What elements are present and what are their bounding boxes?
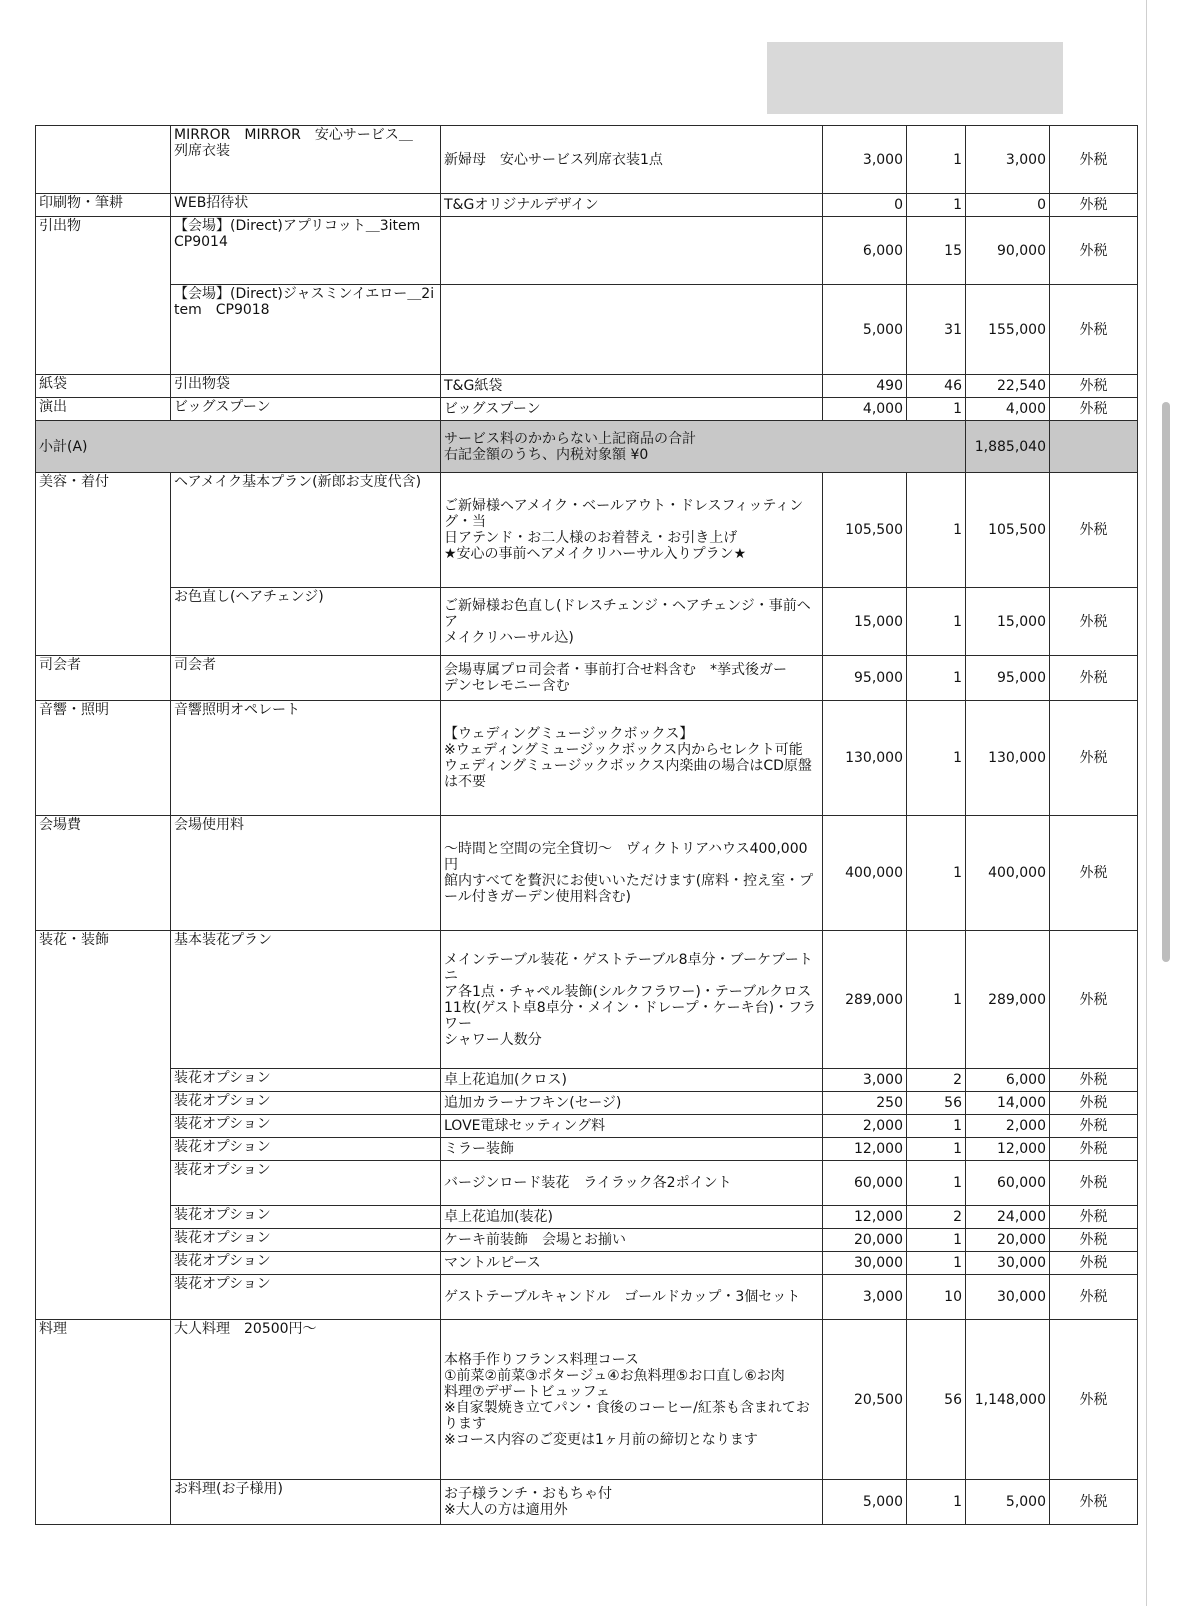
item-name-cell: 【会場】(Direct)ジャスミンイエロー＿2i tem CP9018 [171,285,441,375]
table-row [36,1069,1138,1092]
quantity-cell: 1 [907,1138,966,1161]
quantity-cell: 15 [907,217,966,285]
category-cell: 料理 [36,1320,171,1525]
amount-cell: 289,000 [966,931,1050,1069]
quantity-cell: 56 [907,1092,966,1115]
description-cell: マントルピース [441,1252,823,1275]
amount-cell: 4,000 [966,398,1050,421]
table-row [36,1138,1138,1161]
amount-cell: 0 [966,194,1050,217]
item-name-cell: ヘアメイク基本プラン(新郎お支度代含) [171,473,441,588]
table-row [36,1161,1138,1206]
category-cell: 引出物 [36,217,171,375]
quantity-cell: 1 [907,1115,966,1138]
category-cell: 音響・照明 [36,701,171,816]
tax-type-cell: 外税 [1050,1092,1138,1115]
item-name-cell: 【会場】(Direct)アプリコット＿3item CP9014 [171,217,441,285]
table-row [36,1275,1138,1320]
quantity-cell: 1 [907,126,966,194]
quantity-cell: 1 [907,701,966,816]
tax-type-cell: 外税 [1050,1138,1138,1161]
unit-price-cell: 20,000 [823,1229,907,1252]
unit-price-cell: 12,000 [823,1206,907,1229]
amount-cell: 400,000 [966,816,1050,931]
category-cell: 演出 [36,398,171,421]
tax-type-cell: 外税 [1050,194,1138,217]
amount-cell: 5,000 [966,1480,1050,1525]
unit-price-cell: 95,000 [823,656,907,701]
unit-price-cell: 3,000 [823,1069,907,1092]
quantity-cell: 1 [907,1480,966,1525]
subtotal-empty-cell [1050,421,1138,473]
description-cell: 〜時間と空間の完全貸切〜 ヴィクトリアハウス400,000 円 館内すべてを贅沢にお使いいただけます(席料・控え室・プ ール付きガーデン使用料含む) [441,816,823,931]
amount-cell: 1,148,000 [966,1320,1050,1480]
unit-price-cell: 6,000 [823,217,907,285]
tax-type-cell: 外税 [1050,1320,1138,1480]
item-name-cell: 装花オプション [171,1092,441,1115]
quantity-cell: 1 [907,656,966,701]
table-row [36,473,1138,588]
amount-cell: 12,000 [966,1138,1050,1161]
description-cell: T&G紙袋 [441,375,823,398]
quantity-cell: 1 [907,194,966,217]
description-cell: 新婦母 安心サービス列席衣装1点 [441,126,823,194]
quantity-cell: 2 [907,1206,966,1229]
item-name-cell: 装花オプション [171,1252,441,1275]
quantity-cell: 31 [907,285,966,375]
amount-cell: 90,000 [966,217,1050,285]
description-cell: 追加カラーナフキン(セージ) [441,1092,823,1115]
amount-cell: 20,000 [966,1229,1050,1252]
unit-price-cell: 105,500 [823,473,907,588]
description-cell: 会場専属プロ司会者・事前打合せ料含む *挙式後ガー デンセレモニー含む [441,656,823,701]
tax-type-cell: 外税 [1050,1275,1138,1320]
item-name-cell: 装花オプション [171,1138,441,1161]
unit-price-cell: 3,000 [823,126,907,194]
table-row [36,1115,1138,1138]
description-cell [441,217,823,285]
description-cell: バージンロード装花 ライラック各2ポイント [441,1161,823,1206]
unit-price-cell: 2,000 [823,1115,907,1138]
description-cell: LOVE電球セッティング料 [441,1115,823,1138]
subtotal-row [36,421,1138,473]
tax-type-cell: 外税 [1050,1161,1138,1206]
amount-cell: 15,000 [966,588,1050,656]
tax-type-cell: 外税 [1050,1069,1138,1092]
table-row [36,285,1138,375]
category-cell: 印刷物・筆耕 [36,194,171,217]
description-cell: 【ウェディングミュージックボックス】 ※ウェディングミュージックボックス内からセレクト可能 ウェディングミュージックボックス内楽曲の場合はCD原盤 は不要 [441,701,823,816]
unit-price-cell: 130,000 [823,701,907,816]
unit-price-cell: 30,000 [823,1252,907,1275]
table-row [36,126,1138,194]
unit-price-cell: 289,000 [823,931,907,1069]
amount-cell: 24,000 [966,1206,1050,1229]
item-name-cell: ビッグスプーン [171,398,441,421]
amount-cell: 95,000 [966,656,1050,701]
quantity-cell: 10 [907,1275,966,1320]
subtotal-label: 小計(A) [36,421,441,473]
quantity-cell: 1 [907,1229,966,1252]
table-row [36,1229,1138,1252]
table-row [36,1320,1138,1480]
amount-cell: 6,000 [966,1069,1050,1092]
amount-cell: 2,000 [966,1115,1050,1138]
amount-cell: 3,000 [966,126,1050,194]
table-row [36,217,1138,285]
tax-type-cell: 外税 [1050,656,1138,701]
unit-price-cell: 5,000 [823,1480,907,1525]
item-name-cell: 基本装花プラン [171,931,441,1069]
subtotal-description: サービス料のかからない上記商品の合計 右記金額のうち、内税対象額 ¥0 [441,421,966,473]
quantity-cell: 1 [907,816,966,931]
quantity-cell: 2 [907,1069,966,1092]
tax-type-cell: 外税 [1050,375,1138,398]
category-cell: 紙袋 [36,375,171,398]
tax-type-cell: 外税 [1050,1229,1138,1252]
table-row [36,931,1138,1069]
item-name-cell: 司会者 [171,656,441,701]
item-name-cell: MIRROR MIRROR 安心サービス＿ 列席衣装 [171,126,441,194]
tax-type-cell: 外税 [1050,1115,1138,1138]
quantity-cell: 1 [907,1161,966,1206]
item-name-cell: 装花オプション [171,1206,441,1229]
item-name-cell: 会場使用料 [171,816,441,931]
quantity-cell: 46 [907,375,966,398]
unit-price-cell: 20,500 [823,1320,907,1480]
tax-type-cell: 外税 [1050,701,1138,816]
quantity-cell: 1 [907,1252,966,1275]
description-cell: お子様ランチ・おもちゃ付 ※大人の方は適用外 [441,1480,823,1525]
category-cell: 会場費 [36,816,171,931]
item-name-cell: 装花オプション [171,1069,441,1092]
subtotal-amount: 1,885,040 [966,421,1050,473]
quantity-cell: 1 [907,588,966,656]
item-name-cell: 引出物袋 [171,375,441,398]
item-name-cell: 音響照明オペレート [171,701,441,816]
category-cell: 装花・装飾 [36,931,171,1320]
estimate-table [35,125,1138,1525]
description-cell: T&Gオリジナルデザイン [441,194,823,217]
description-cell: 卓上花追加(クロス) [441,1069,823,1092]
table-row [36,1252,1138,1275]
category-cell: 司会者 [36,656,171,701]
description-cell: ご新婦様お色直し(ドレスチェンジ・ヘアチェンジ・事前ヘア メイクリハーサル込) [441,588,823,656]
description-cell: ミラー装飾 [441,1138,823,1161]
amount-cell: 14,000 [966,1092,1050,1115]
description-cell [441,285,823,375]
page-edge-rule [1146,0,1147,1606]
item-name-cell: WEB招待状 [171,194,441,217]
category-cell [36,126,171,194]
unit-price-cell: 15,000 [823,588,907,656]
item-name-cell: 装花オプション [171,1161,441,1206]
table-row [36,1092,1138,1115]
unit-price-cell: 250 [823,1092,907,1115]
table-row [36,1480,1138,1525]
amount-cell: 30,000 [966,1252,1050,1275]
item-name-cell: 装花オプション [171,1229,441,1252]
table-row [36,656,1138,701]
quantity-cell: 56 [907,1320,966,1480]
quantity-cell: 1 [907,931,966,1069]
tax-type-cell: 外税 [1050,588,1138,656]
description-cell: ゲストテーブルキャンドル ゴールドカップ・3個セット [441,1275,823,1320]
amount-cell: 155,000 [966,285,1050,375]
unit-price-cell: 5,000 [823,285,907,375]
unit-price-cell: 0 [823,194,907,217]
tax-type-cell: 外税 [1050,126,1138,194]
quantity-cell: 1 [907,398,966,421]
scrollbar-thumb[interactable] [1162,402,1170,962]
tax-type-cell: 外税 [1050,217,1138,285]
table-row [36,588,1138,656]
tax-type-cell: 外税 [1050,1206,1138,1229]
unit-price-cell: 490 [823,375,907,398]
table-row [36,375,1138,398]
table-row [36,398,1138,421]
tax-type-cell: 外税 [1050,1252,1138,1275]
description-cell: ビッグスプーン [441,398,823,421]
table-row [36,194,1138,217]
table-row [36,816,1138,931]
unit-price-cell: 60,000 [823,1161,907,1206]
item-name-cell: 大人料理 20500円〜 [171,1320,441,1480]
unit-price-cell: 3,000 [823,1275,907,1320]
amount-cell: 105,500 [966,473,1050,588]
amount-cell: 30,000 [966,1275,1050,1320]
amount-cell: 60,000 [966,1161,1050,1206]
amount-cell: 130,000 [966,701,1050,816]
description-cell: ケーキ前装飾 会場とお揃い [441,1229,823,1252]
item-name-cell: 装花オプション [171,1115,441,1138]
tax-type-cell: 外税 [1050,1480,1138,1525]
tax-type-cell: 外税 [1050,398,1138,421]
description-cell: ご新婦様ヘアメイク・ベールアウト・ドレスフィッティング・当 日アテンド・お二人様のお着替え・お引き上げ ★安心の事前ヘアメイクリハーサル入りプラン★ [441,473,823,588]
tax-type-cell: 外税 [1050,816,1138,931]
unit-price-cell: 400,000 [823,816,907,931]
tax-type-cell: 外税 [1050,285,1138,375]
item-name-cell: お料理(お子様用) [171,1480,441,1525]
amount-cell: 22,540 [966,375,1050,398]
item-name-cell: お色直し(ヘアチェンジ) [171,588,441,656]
category-cell: 美容・着付 [36,473,171,656]
unit-price-cell: 4,000 [823,398,907,421]
table-row [36,701,1138,816]
description-cell: 本格手作りフランス料理コース ①前菜②前菜③ポタージュ④お魚料理⑤お口直し⑥お肉 料理⑦デザートビュッフェ ※自家製焼き立てパン・食後のコーヒー/紅茶も含まれてお ります ※コース内容のご変更は1ヶ月前の締切となります [441,1320,823,1480]
unit-price-cell: 12,000 [823,1138,907,1161]
description-cell: メインテーブル装花・ゲストテーブル8卓分・ブーケブートニ ア各1点・チャペル装飾(シルクフラワー)・テーブルクロス 11枚(ゲスト卓8卓分・メイン・ドレープ・ケーキ台)・フラワー シャワー人数分 [441,931,823,1069]
tax-type-cell: 外税 [1050,931,1138,1069]
item-name-cell: 装花オプション [171,1275,441,1320]
redacted-area [767,42,1063,114]
quantity-cell: 1 [907,473,966,588]
description-cell: 卓上花追加(装花) [441,1206,823,1229]
table-row [36,1206,1138,1229]
tax-type-cell: 外税 [1050,473,1138,588]
